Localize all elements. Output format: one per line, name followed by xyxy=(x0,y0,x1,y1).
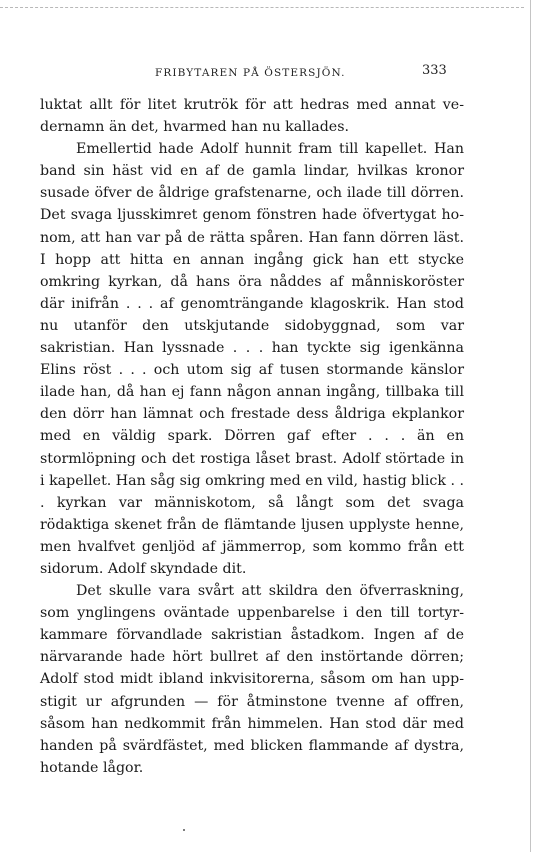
running-title: FRIBYTAREN PÅ ÖSTERSJÖN. xyxy=(155,67,346,79)
scan-speck xyxy=(183,829,185,831)
body-text xyxy=(40,94,464,779)
paragraph-chapel-arrival: Emellertid hade Adolf hunnit fram till kapellet. Han band sin häst vid en af de gamla lindar, hvilkas kronor susade öfver de åldrige grafstenarne, och ilade till dörren. Det svaga ljusskimret genom fönstren hade öfvertygat ho-nom, att han var på de rätta spåren. Han fann dörren läst. I hopp att hitta en annan ingång gick han ett stycke omkring kyrkan, då hans öra nåddes af månniskoröster där inifrån . . . af genomträngande klagoskrik. Han stod nu utanför den utskjutande sidobyggnad, som var sakristian. Han lyssnade . . . han tyckte sig igenkänna Elins röst . . . och utom sig af tusen stormande känslor ilade han, då han ej fann någon annan ingång, tillbaka till den dörr han lämnat och frestade dess åldriga ekplankor med en väldig spark. Dörren gaf efter . . . än en stormlöpning och det rostiga låset brast. Adolf störtade in i kapellet. Han såg sig omkring med en vild, hastig blick . . . kyrkan var människotom, så långt som det svaga rödaktiga skenet från de flämtande ljusen upplyste henne, men hvalfvet genljöd af jämmerrop, som kommo från ett sidorum. Adolf skyndade dit. xyxy=(40,141,464,577)
paragraph-continuation: luktat allt för litet krutrök för att hedras med annat ve-dernamn än det, hvarmed han nu kallades. xyxy=(40,97,464,136)
scan-edge-rule-top xyxy=(0,7,524,8)
page-number: 333 xyxy=(422,63,447,78)
paragraph-sacristy-surprise: Det skulle vara svårt att skildra den öfverraskning, som ynglingens oväntade uppenbarelse i den till tortyr-kammare förvandlade sakristian åstadkom. Ingen af de närvarande hade hört bullret af den instörtande dörren; Adolf stod midt ibland inkvisitorerna, såsom om han upp-stigit ur afgrunden — för åtminstone tvenne af offren, såsom han nedkommit från himmelen. Han stod där med handen på svärdfästet, med blicken flammande af dystra, hotande lågor. xyxy=(40,583,464,776)
scan-edge-rule-right xyxy=(530,0,531,852)
